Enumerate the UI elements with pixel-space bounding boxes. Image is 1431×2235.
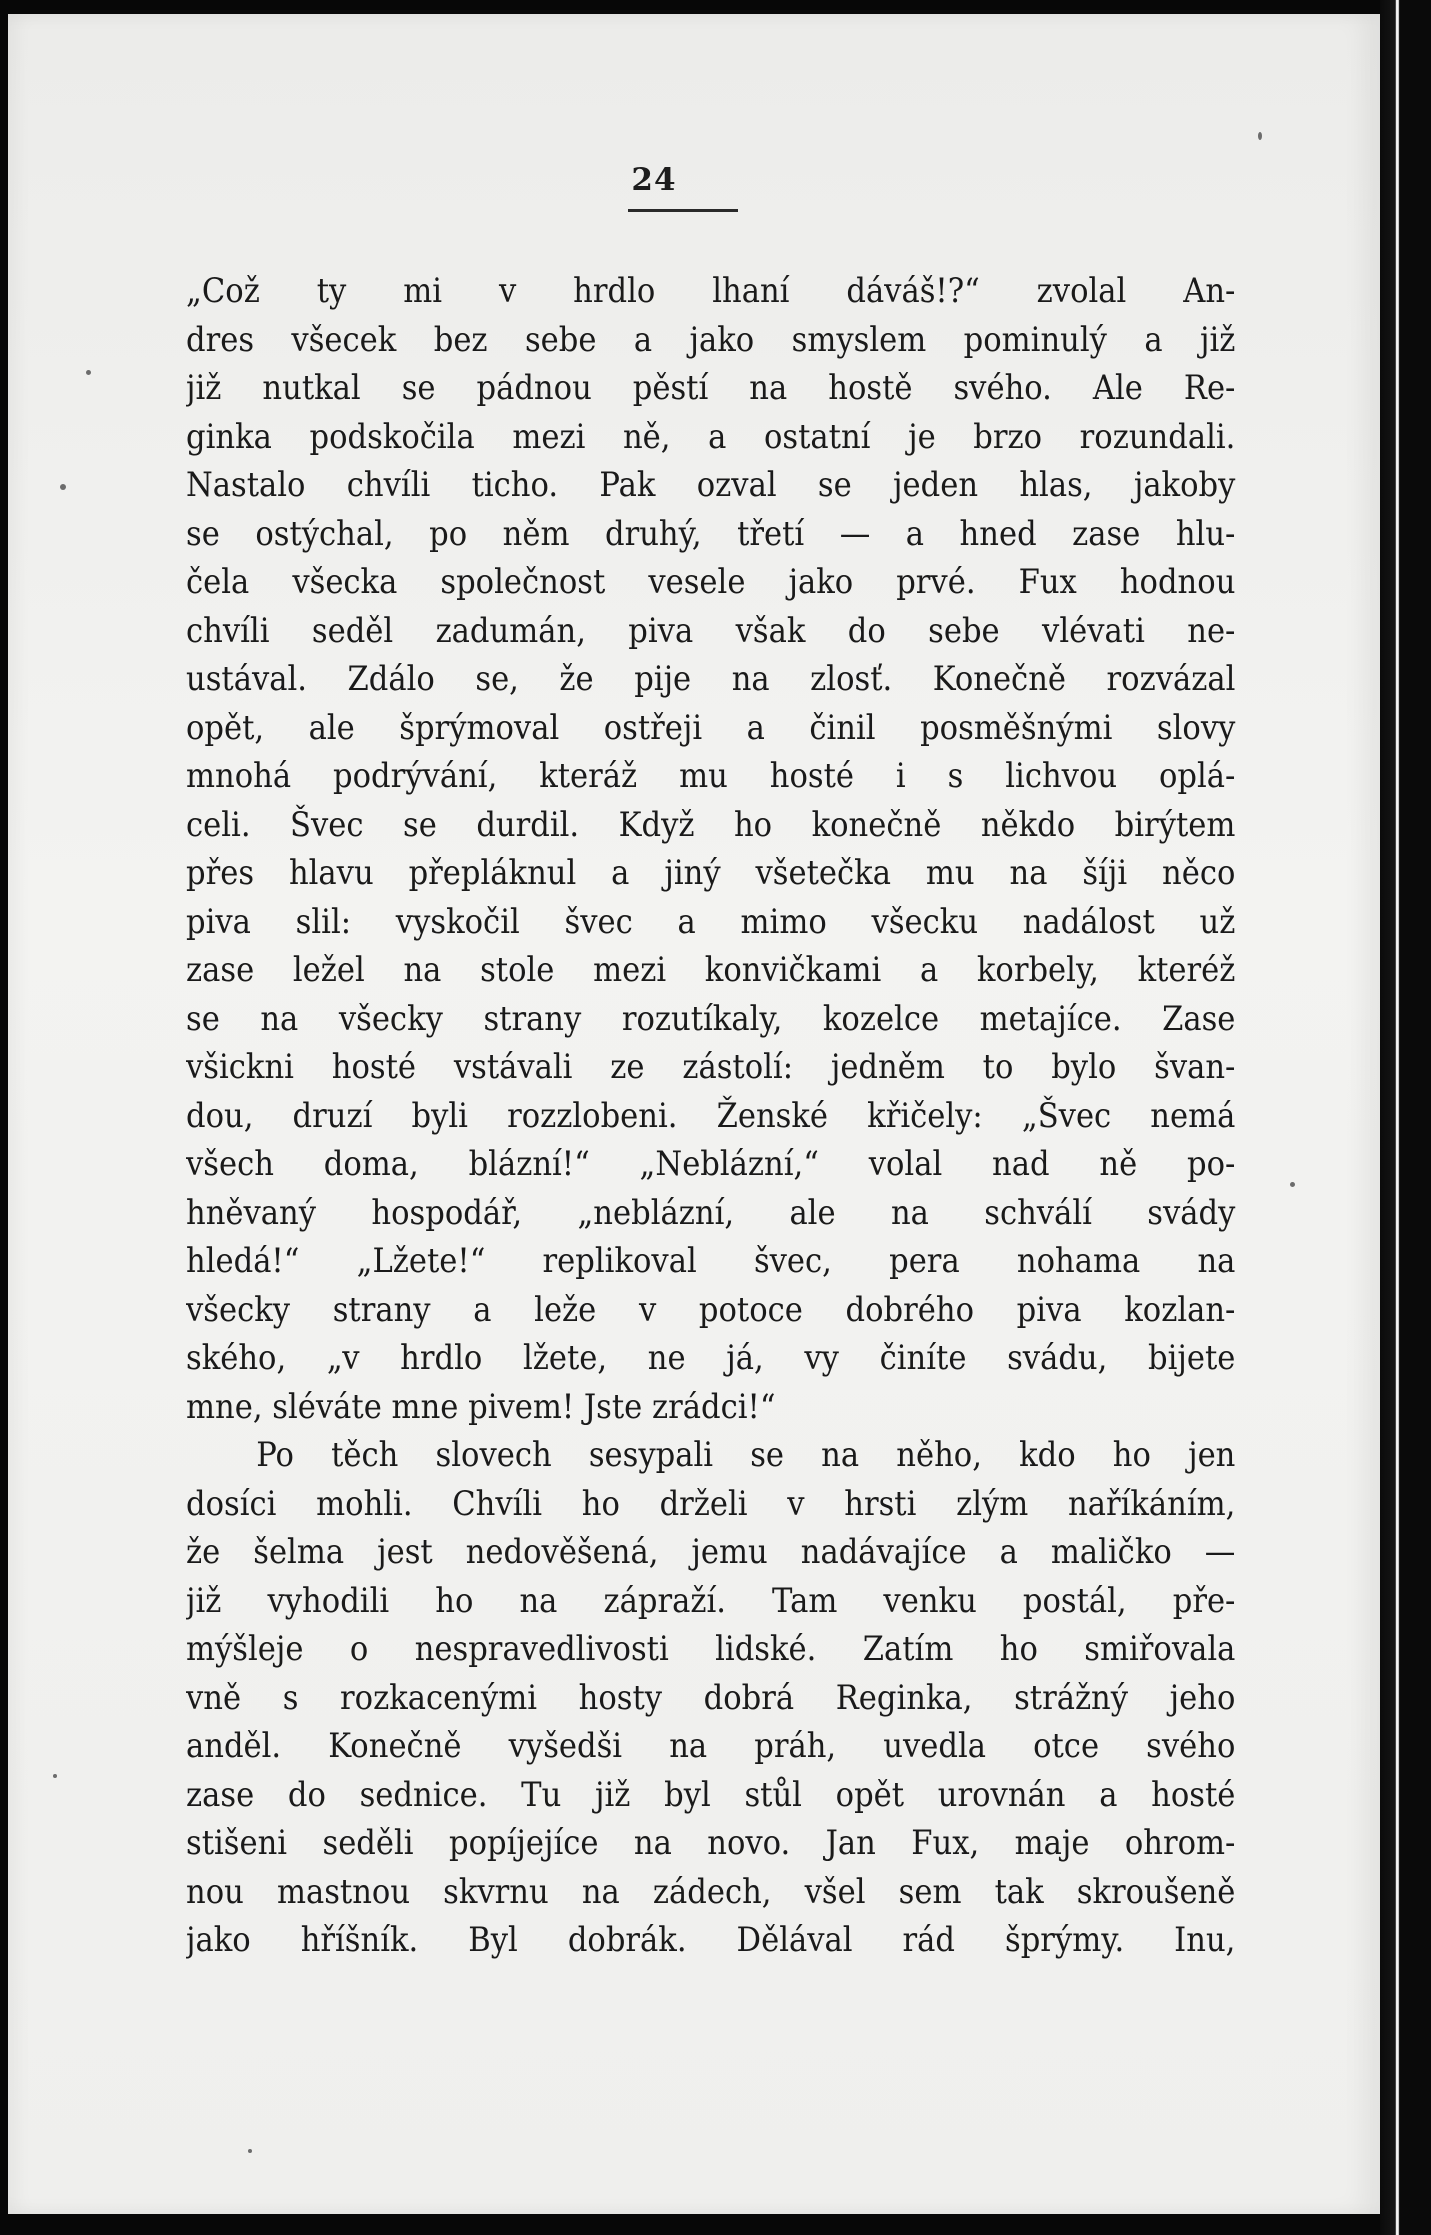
text-line: přes hlavu přepláknul a jiný všetečka mu na šíji něco	[186, 853, 1236, 893]
text-line: všecky strany a leže v potoce dobrého piva kozlan-	[186, 1289, 1236, 1330]
text-line: „Což ty mi v hrdlo lhaní dáváš!?“ zvolal An-	[186, 271, 1236, 311]
dust-speck	[60, 484, 66, 490]
text-line: zase ležel na stole mezi konvičkami a korbely, kteréž	[186, 950, 1236, 990]
text-line: již nutkal se pádnou pěstí na hostě svého. Ale Re-	[186, 368, 1236, 408]
text-line: nou mastnou skvrnu na zádech, všel sem tak skroušeně	[186, 1871, 1236, 1912]
text-line: dou, druzí byli rozzlobeni. Ženské křičely: „Švec nemá	[186, 1095, 1236, 1136]
text-line: ského, „v hrdlo lžete, ne já, vy činíte svádu, bijete	[186, 1338, 1236, 1378]
text-line: že šelma jest nedověšená, jemu nadávajíce a maličko —	[186, 1532, 1236, 1572]
text-line: dosíci mohli. Chvíli ho drželi v hrsti zlým naříkáním,	[186, 1483, 1236, 1524]
dust-speck	[248, 2149, 252, 2153]
book-page	[8, 14, 1380, 2214]
paragraph-first-line: Po těch slovech sesypali se na něho, kdo ho jen	[256, 1435, 1236, 1475]
book-binding-edge	[1380, 0, 1431, 2235]
text-line: zase do sednice. Tu již byl stůl opět urovnán a hosté	[186, 1774, 1236, 1815]
text-line: jako hříšník. Byl dobrák. Dělával rád šprýmy. Inu,	[186, 1920, 1236, 1960]
text-line: celi. Švec se durdil. Když ho konečně někdo birýtem	[186, 804, 1236, 845]
text-line: piva slil: vyskočil švec a mimo všecku nadálost už	[186, 901, 1236, 942]
text-line: se ostýchal, po něm druhý, třetí — a hned zase hlu-	[186, 513, 1236, 554]
text-line: ustával. Zdálo se, že pije na zlosť. Konečně rozvázal	[186, 659, 1236, 699]
dust-speck	[86, 370, 91, 375]
text-line: mnohá podrývání, kteráž mu hosté i s lichvou oplá-	[186, 756, 1236, 796]
text-line: stišeni seděli popíjejíce na novo. Jan Fux, maje ohrom-	[186, 1823, 1236, 1863]
text-line: Nastalo chvíli ticho. Pak ozval se jeden hlas, jakoby	[186, 465, 1236, 505]
dust-speck	[1258, 132, 1262, 140]
dust-speck	[1290, 1182, 1295, 1187]
text-line: mýšleje o nespravedlivosti lidské. Zatím ho smiřovala	[186, 1629, 1236, 1669]
dust-speck	[53, 1774, 57, 1778]
text-line: vně s rozkacenými hosty dobrá Reginka, strážný jeho	[186, 1677, 1236, 1718]
text-line: všech doma, blázní!“ „Neblázní,“ volal nad ně po-	[186, 1144, 1236, 1184]
text-line: se na všecky strany rozutíkaly, kozelce metajíce. Zase	[186, 998, 1236, 1039]
text-line: opět, ale šprýmoval ostřeji a činil posměšnými slovy	[186, 707, 1236, 748]
text-line: čela všecka společnost vesele jako prvé. Fux hodnou	[186, 562, 1236, 602]
paragraph-last-line: mne, sléváte mne pivem! Jste zrádci!“	[186, 1386, 776, 1427]
text-line: hledá!“ „Lžete!“ replikoval švec, pera nohama na	[186, 1241, 1236, 1281]
text-line: již vyhodili ho na zápraží. Tam venku postál, pře-	[186, 1580, 1236, 1621]
page-number-underline	[628, 209, 738, 212]
body-text	[186, 267, 1236, 1965]
text-line: hněvaný hospodář, „neblázní, ale na schválí svády	[186, 1192, 1236, 1233]
page-number: 24	[631, 162, 677, 198]
text-line: anděl. Konečně vyšedši na práh, uvedla otce svého	[186, 1726, 1236, 1766]
text-line: dres všecek bez sebe a jako smyslem pominulý a již	[186, 319, 1236, 360]
text-line: chvíli seděl zadumán, piva však do sebe vlévati ne-	[186, 610, 1236, 651]
text-line: všickni hosté vstávali ze zástolí: jedněm to bylo švan-	[186, 1047, 1236, 1087]
text-line: ginka podskočila mezi ně, a ostatní je brzo rozundali.	[186, 416, 1236, 457]
